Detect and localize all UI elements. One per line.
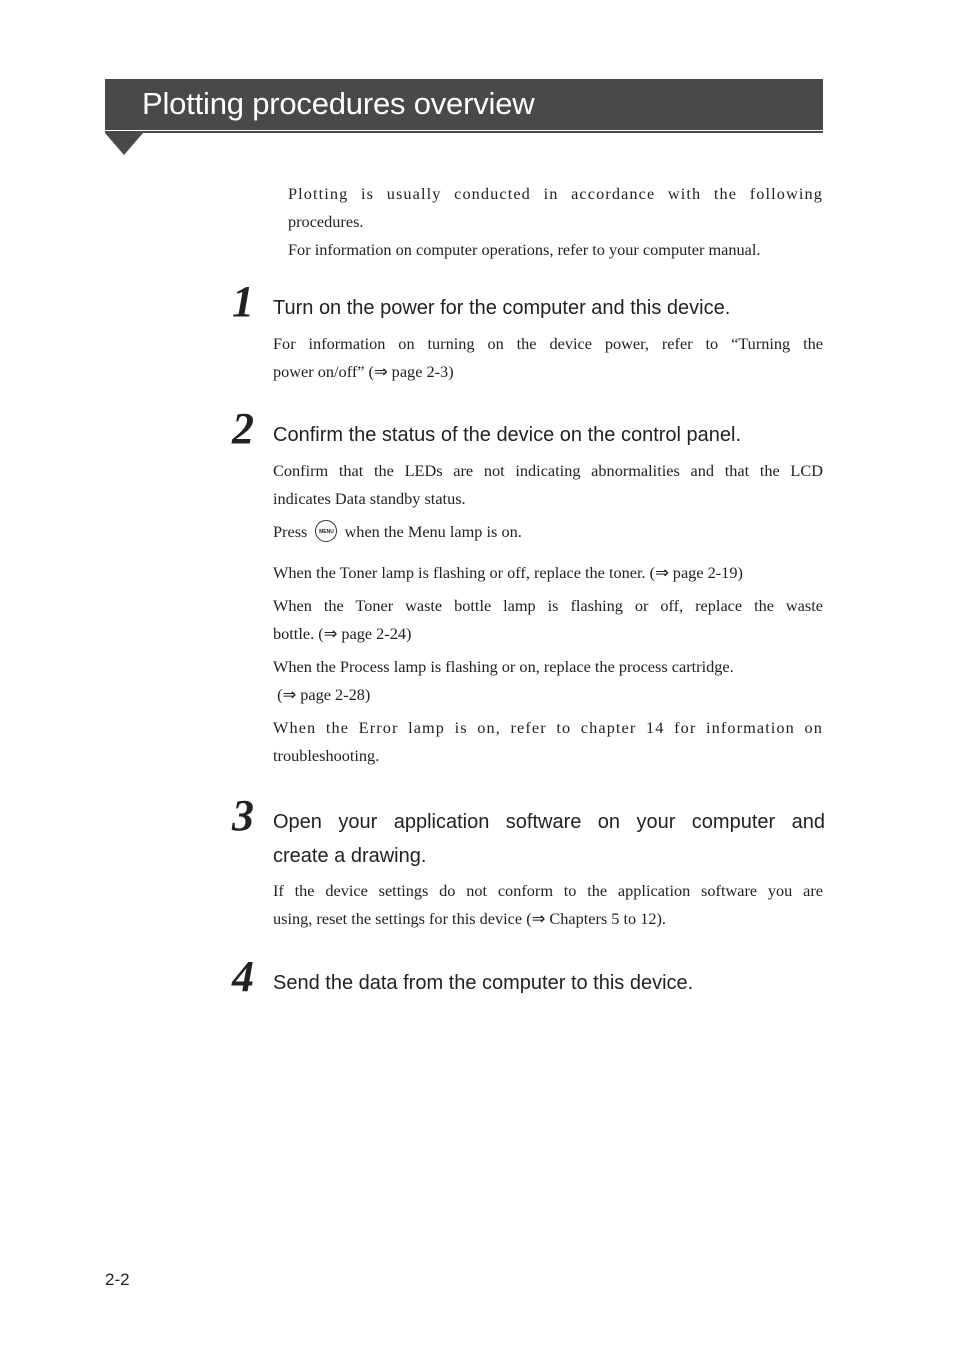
step-2-note: When the Toner lamp is flashing or off, replace the toner. (⇒ page 2-19) xyxy=(273,563,743,582)
page-number: 2-2 xyxy=(105,1270,130,1289)
step-3-heading-line: Open your application software on your computer and xyxy=(273,811,825,833)
page-title: Plotting procedures overview xyxy=(142,86,535,121)
step-3-heading xyxy=(273,805,825,873)
step-2-line: Confirm that the LEDs are not indicating abnormalities and that the LCD xyxy=(273,461,823,480)
step-2-body xyxy=(273,457,823,770)
intro-line: procedures. xyxy=(288,212,364,231)
step-2-heading: Confirm the status of the device on the control panel. xyxy=(273,424,742,446)
step-2-line: indicates Data standby status. xyxy=(273,489,466,508)
step-2-note: When the Process lamp is flashing or on, replace the process cartridge. xyxy=(273,657,734,676)
step-4-heading: Send the data from the computer to this device. xyxy=(273,972,694,994)
intro-line: Plotting is usually conducted in accordance with the following xyxy=(288,184,823,203)
step-2-note: bottle. (⇒ page 2-24) xyxy=(273,624,412,643)
step-2-note: (⇒ page 2-28) xyxy=(273,685,371,704)
step-1-line: For information on turning on the device power, refer to “Turning the xyxy=(273,334,823,353)
step-1-heading: Turn on the power for the computer and this device. xyxy=(273,297,731,319)
press-text: Press xyxy=(273,522,308,541)
title-underline xyxy=(105,131,823,133)
step-3-line: If the device settings do not conform to the application software you are xyxy=(273,881,823,900)
title-corner-triangle xyxy=(105,133,143,155)
intro-line: For information on computer operations, refer to your computer manual. xyxy=(288,240,761,259)
step-2-note: When the Error lamp is on, refer to chapter 14 for information on xyxy=(273,718,823,737)
step-number-3: 3 xyxy=(232,791,254,840)
intro-text xyxy=(288,180,823,264)
step-3-line: using, reset the settings for this device (⇒ Chapters 5 to 12). xyxy=(273,909,667,928)
press-after-text: when the Menu lamp is on. xyxy=(344,522,522,541)
step-number-2: 2 xyxy=(232,404,254,453)
step-2-press-line xyxy=(273,518,823,546)
step-number-4: 4 xyxy=(232,952,254,1001)
step-2-note: troubleshooting. xyxy=(273,746,380,765)
step-number-1: 1 xyxy=(232,277,254,326)
step-3-heading-line: create a drawing. xyxy=(273,845,427,867)
step-3-body xyxy=(273,877,823,933)
step-2-note: When the Toner waste bottle lamp is flashing or off, replace the waste xyxy=(273,596,823,615)
menu-button-icon: MENU xyxy=(315,520,337,542)
step-1-line: power on/off” (⇒ page 2-3) xyxy=(273,362,454,381)
step-1-body xyxy=(273,330,823,386)
